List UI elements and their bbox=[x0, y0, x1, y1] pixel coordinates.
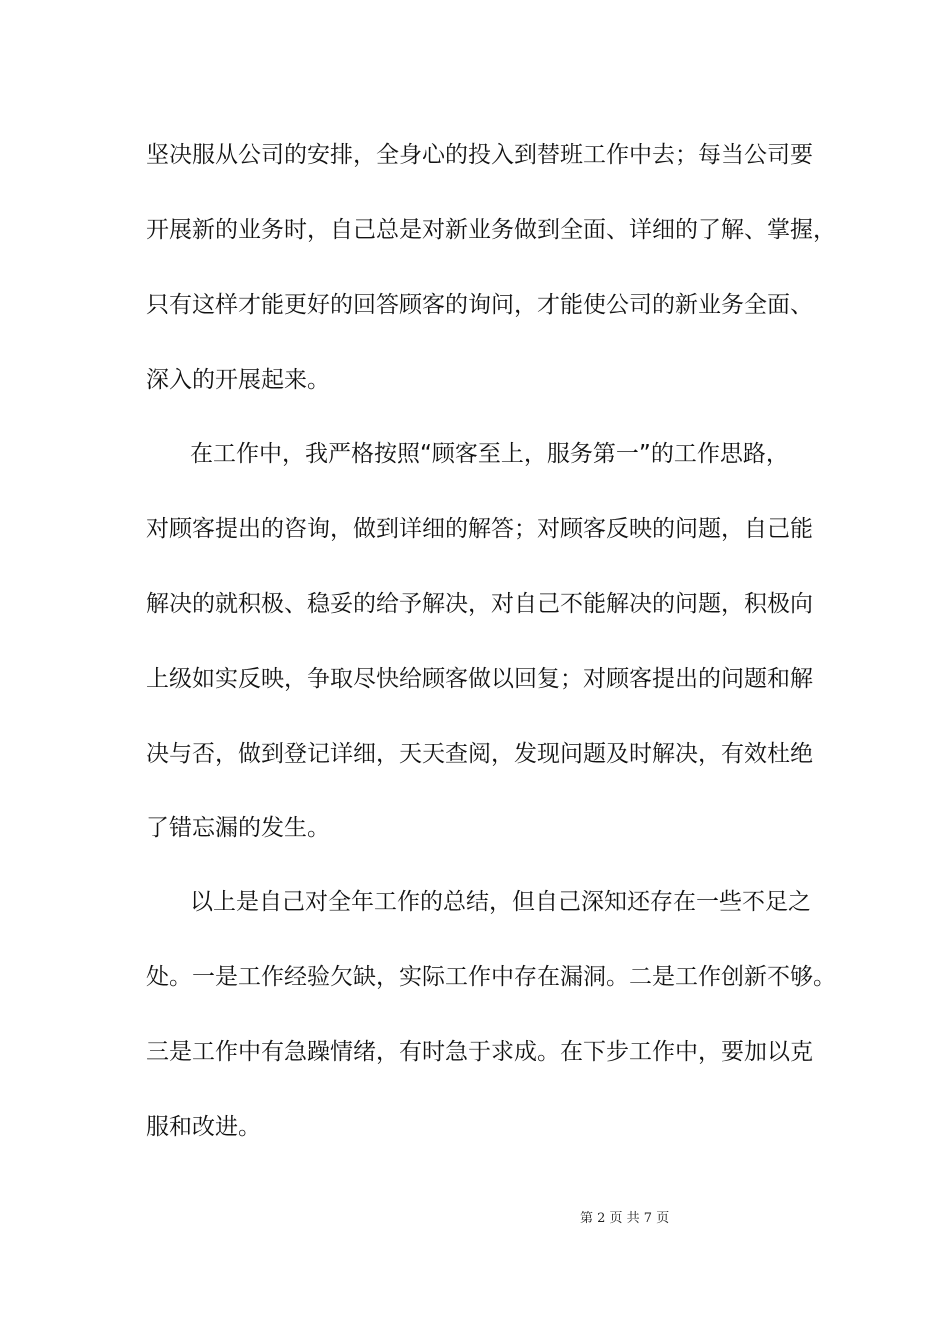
text-line: 对顾客提出的咨询，做到详细的解答；对顾客反映的问题，自己能 bbox=[146, 516, 813, 542]
text-line: 以上是自己对全年工作的总结，但自己深知还存在一些不足之 bbox=[190, 889, 811, 915]
text-line: 处。一是工作经验欠缺，实际工作中存在漏洞。二是工作创新不够。 bbox=[146, 964, 836, 990]
text-line: 解决的就积极、稳妥的给予解决，对自己不能解决的问题，积极向 bbox=[146, 591, 813, 617]
page-number: 第 2 页 共 7 页 bbox=[580, 1211, 670, 1226]
text-line: 上级如实反映，争取尽快给顾客做以回复；对顾客提出的问题和解 bbox=[146, 666, 813, 692]
text-line: 坚决服从公司的安排，全身心的投入到替班工作中去；每当公司要 bbox=[146, 142, 813, 168]
text-line: 了错忘漏的发生。 bbox=[146, 815, 330, 841]
text-line: 三是工作中有急躁情绪，有时急于求成。在下步工作中，要加以克 bbox=[146, 1039, 813, 1065]
text-line: 决与否，做到登记详细，天天查阅，发现问题及时解决，有效杜绝 bbox=[146, 741, 813, 767]
text-line: 只有这样才能更好的回答顾客的询问，才能使公司的新业务全面、 bbox=[146, 292, 813, 318]
text-line: 服和改进。 bbox=[146, 1114, 261, 1140]
text-line: 开展新的业务时，自己总是对新业务做到全面、详细的了解、掌握， bbox=[146, 217, 836, 243]
text-line: 深入的开展起来。 bbox=[146, 367, 330, 393]
text-line: 在工作中，我严格按照“顾客至上，服务第一”的工作思路， bbox=[190, 441, 789, 467]
